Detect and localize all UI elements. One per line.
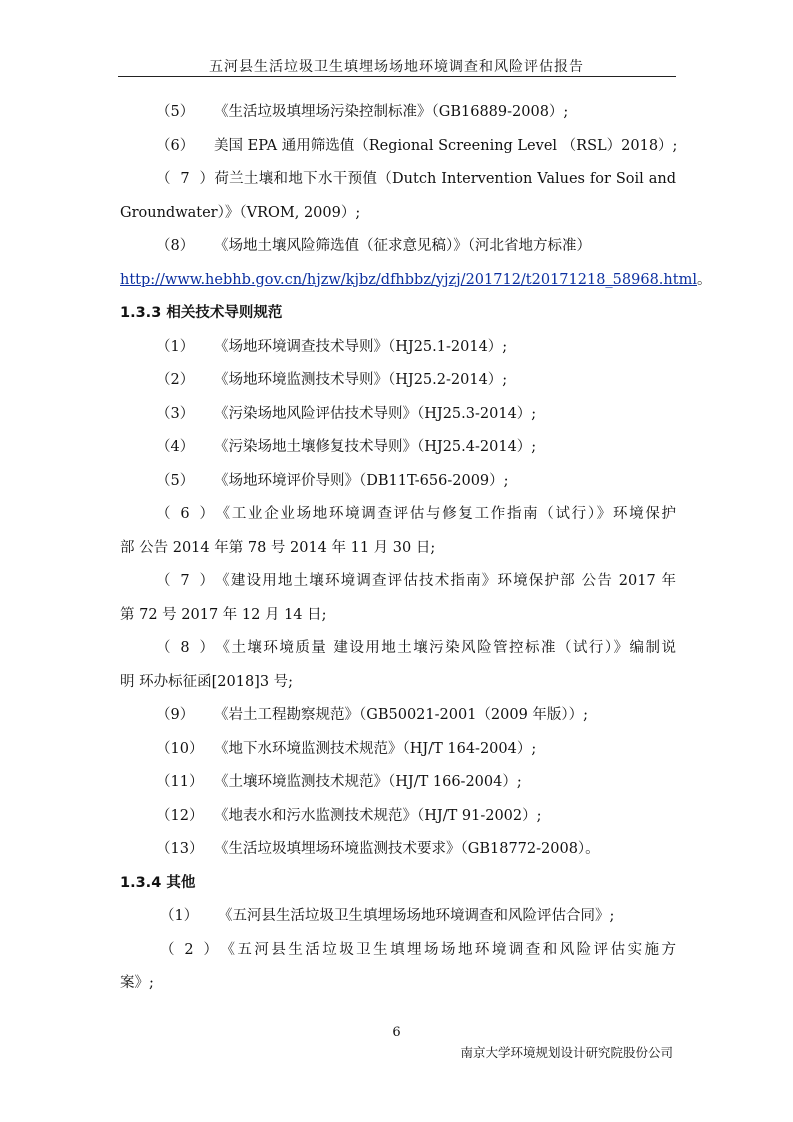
list-item: （5） 《生活垃圾填埋场污染控制标准》（GB16889-2008）;	[156, 104, 569, 120]
list-item: （1） 《场地环境调查技术导则》（HJ25.1-2014）;	[156, 338, 508, 355]
list-item: （8） 《场地土壤风险筛选值（征求意见稿）》（河北省地方标准）	[156, 238, 591, 254]
list-item: （7）《建设用地土壤环境调查评估技术指南》环境保护部 公告 2017 年	[156, 573, 676, 589]
page-header-title: 五河县生活垃圾卫生填埋场场地环境调查和风险评估报告	[209, 59, 584, 75]
list-item: （9） 《岩土工程勘察规范》（GB50021-2001（2009 年版））;	[156, 707, 589, 723]
list-item-continuation: Groundwater）》（VROM, 2009）;	[120, 204, 361, 221]
list-item: （6）《工业企业场地环境调查评估与修复工作指南（试行）》环境保护	[156, 506, 676, 522]
header-divider	[118, 76, 676, 77]
page-number: 6	[392, 1025, 401, 1040]
list-item: （5） 《场地环境评价导则》（DB11T-656-2009）;	[156, 472, 509, 489]
list-item-continuation: 明 环办标征函[2018]3 号;	[120, 673, 294, 690]
list-item-continuation: 部 公告 2014 年第 78 号 2014 年 11 月 30 日;	[120, 539, 436, 556]
document-body	[120, 96, 712, 1001]
list-item-continuation: 案》;	[120, 975, 154, 991]
list-item: （13） 《生活垃圾填埋场环境监测技术要求》（GB18772-2008）。	[156, 841, 600, 857]
list-item: （2） 《场地环境监测技术导则》（HJ25.2-2014）;	[156, 372, 508, 388]
list-item: （4） 《污染场地土壤修复技术导则》（HJ25.4-2014）;	[156, 439, 537, 455]
footer-organization: 南京大学环境规划设计研究院股份公司	[460, 1045, 673, 1060]
standard-link[interactable]: http://www.hebhb.gov.cn/hjzw/kjbz/dfhbbz/yjzj/201712/t20171218_58968.html	[120, 271, 697, 288]
list-item-continuation: 第 72 号 2017 年 12 月 14 日;	[120, 606, 327, 623]
list-item: （1） 《五河县生活垃圾卫生填埋场场地环境调查和风险评估合同》;	[160, 908, 615, 924]
list-item: （3） 《污染场地风险评估技术导则》（HJ25.3-2014）;	[156, 405, 537, 422]
list-item-continuation: http://www.hebhb.gov.cn/hjzw/kjbz/dfhbbz/yjzj/201712/t20171218_58968.html。	[120, 271, 712, 288]
list-item: （12） 《地表水和污水监测技术规范》（HJ/T 91-2002）;	[156, 807, 542, 824]
section-heading-1-3-4: 1.3.4 其他	[120, 874, 196, 891]
section-heading-1-3-3: 1.3.3 相关技术导则规范	[120, 305, 283, 321]
list-item: （6） 美国 EPA 通用筛选值（Regional Screening Level （RSL）2018）;	[156, 137, 678, 154]
list-item: （11） 《土壤环境监测技术规范》（HJ/T 166-2004）;	[156, 774, 522, 790]
list-item: （2）《五河县生活垃圾卫生填埋场场地环境调查和风险评估实施方	[160, 941, 676, 958]
list-item: （8）《土壤环境质量 建设用地土壤污染风险管控标准（试行）》编制说	[156, 640, 676, 656]
list-item: （10） 《地下水环境监测技术规范》（HJ/T 164-2004）;	[156, 740, 537, 757]
list-item: （7）荷兰土壤和地下水干预值（Dutch Intervention Values for Soil and	[156, 171, 676, 187]
